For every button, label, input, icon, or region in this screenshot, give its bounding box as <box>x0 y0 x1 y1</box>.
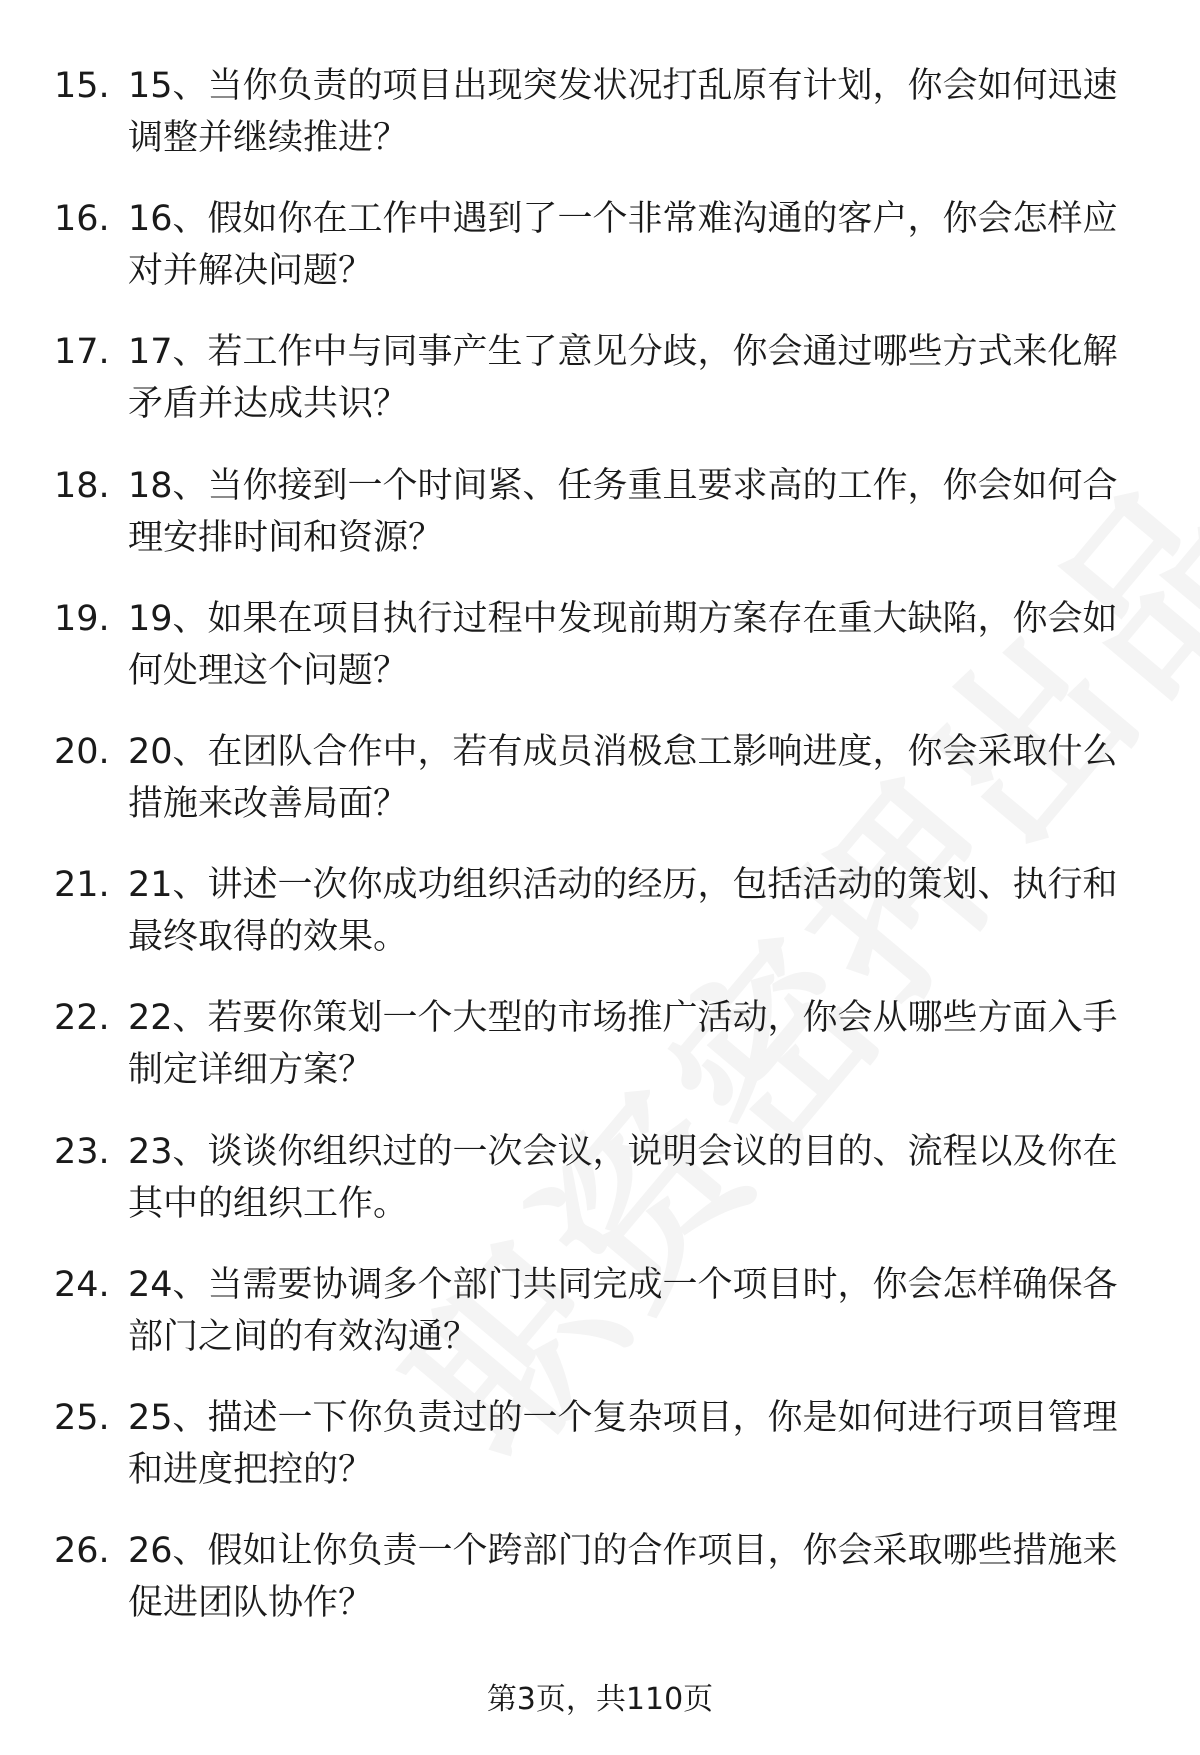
question-number: 15. <box>54 66 110 106</box>
list-item <box>0 326 1200 459</box>
question-text: 25、描述一下你负责过的一个复杂项目，你是如何进行项目管理和进度把控的？ <box>128 1397 1118 1490</box>
question-text: 23、谈谈你组织过的一次会议，说明会议的目的、流程以及你在其中的组织工作。 <box>128 1131 1118 1224</box>
list-item <box>0 1126 1200 1259</box>
question-number: 21. <box>54 865 110 906</box>
list-item <box>0 859 1200 992</box>
question-number: 17. <box>54 332 110 373</box>
list-item <box>0 460 1200 593</box>
question-number: 19. <box>54 598 110 639</box>
question-number: 24. <box>54 1264 110 1305</box>
question-text: 17、若工作中与同事产生了意见分歧，你会通过哪些方式来化解矛盾并达成共识？ <box>128 332 1118 425</box>
question-text: 22、若要你策划一个大型的市场推广活动，你会从哪些方面入手制定详细方案？ <box>128 998 1118 1091</box>
question-text: 26、假如让你负责一个跨部门的合作项目，你会采取哪些措施来促进团队协作？ <box>128 1531 1118 1624</box>
page-number-footer: 第3页，共110页 <box>486 1682 714 1717</box>
question-list <box>0 60 1200 1658</box>
list-item <box>0 193 1200 326</box>
question-text: 24、当需要协调多个部门共同完成一个项目时，你会怎样确保各部门之间的有效沟通？ <box>128 1264 1118 1357</box>
question-text: 19、如果在项目执行过程中发现前期方案存在重大缺陷，你会如何处理这个问题？ <box>128 598 1118 691</box>
list-item <box>0 593 1200 726</box>
question-text: 16、假如你在工作中遇到了一个非常难沟通的客户，你会怎样应对并解决问题？ <box>128 199 1118 292</box>
question-text: 15、当你负责的项目出现突发状况打乱原有计划，你会如何迅速调整并继续推进？ <box>128 66 1118 158</box>
list-item <box>0 1259 1200 1392</box>
question-text: 18、当你接到一个时间紧、任务重且要求高的工作，你会如何合理安排时间和资源？ <box>128 465 1118 558</box>
list-item <box>0 726 1200 859</box>
question-number: 22. <box>54 998 110 1039</box>
list-item <box>0 1525 1200 1658</box>
list-item <box>0 60 1200 193</box>
question-number: 26. <box>54 1531 110 1572</box>
list-item <box>0 992 1200 1125</box>
question-number: 18. <box>54 465 110 506</box>
question-text: 20、在团队合作中，若有成员消极怠工影响进度，你会采取什么措施来改善局面？ <box>128 731 1118 824</box>
list-item <box>0 1392 1200 1525</box>
question-number: 25. <box>54 1397 110 1438</box>
question-number: 23. <box>54 1131 110 1172</box>
question-number: 16. <box>54 199 110 240</box>
question-number: 20. <box>54 731 110 772</box>
question-text: 21、讲述一次你成功组织活动的经历，包括活动的策划、执行和最终取得的效果。 <box>128 865 1118 958</box>
